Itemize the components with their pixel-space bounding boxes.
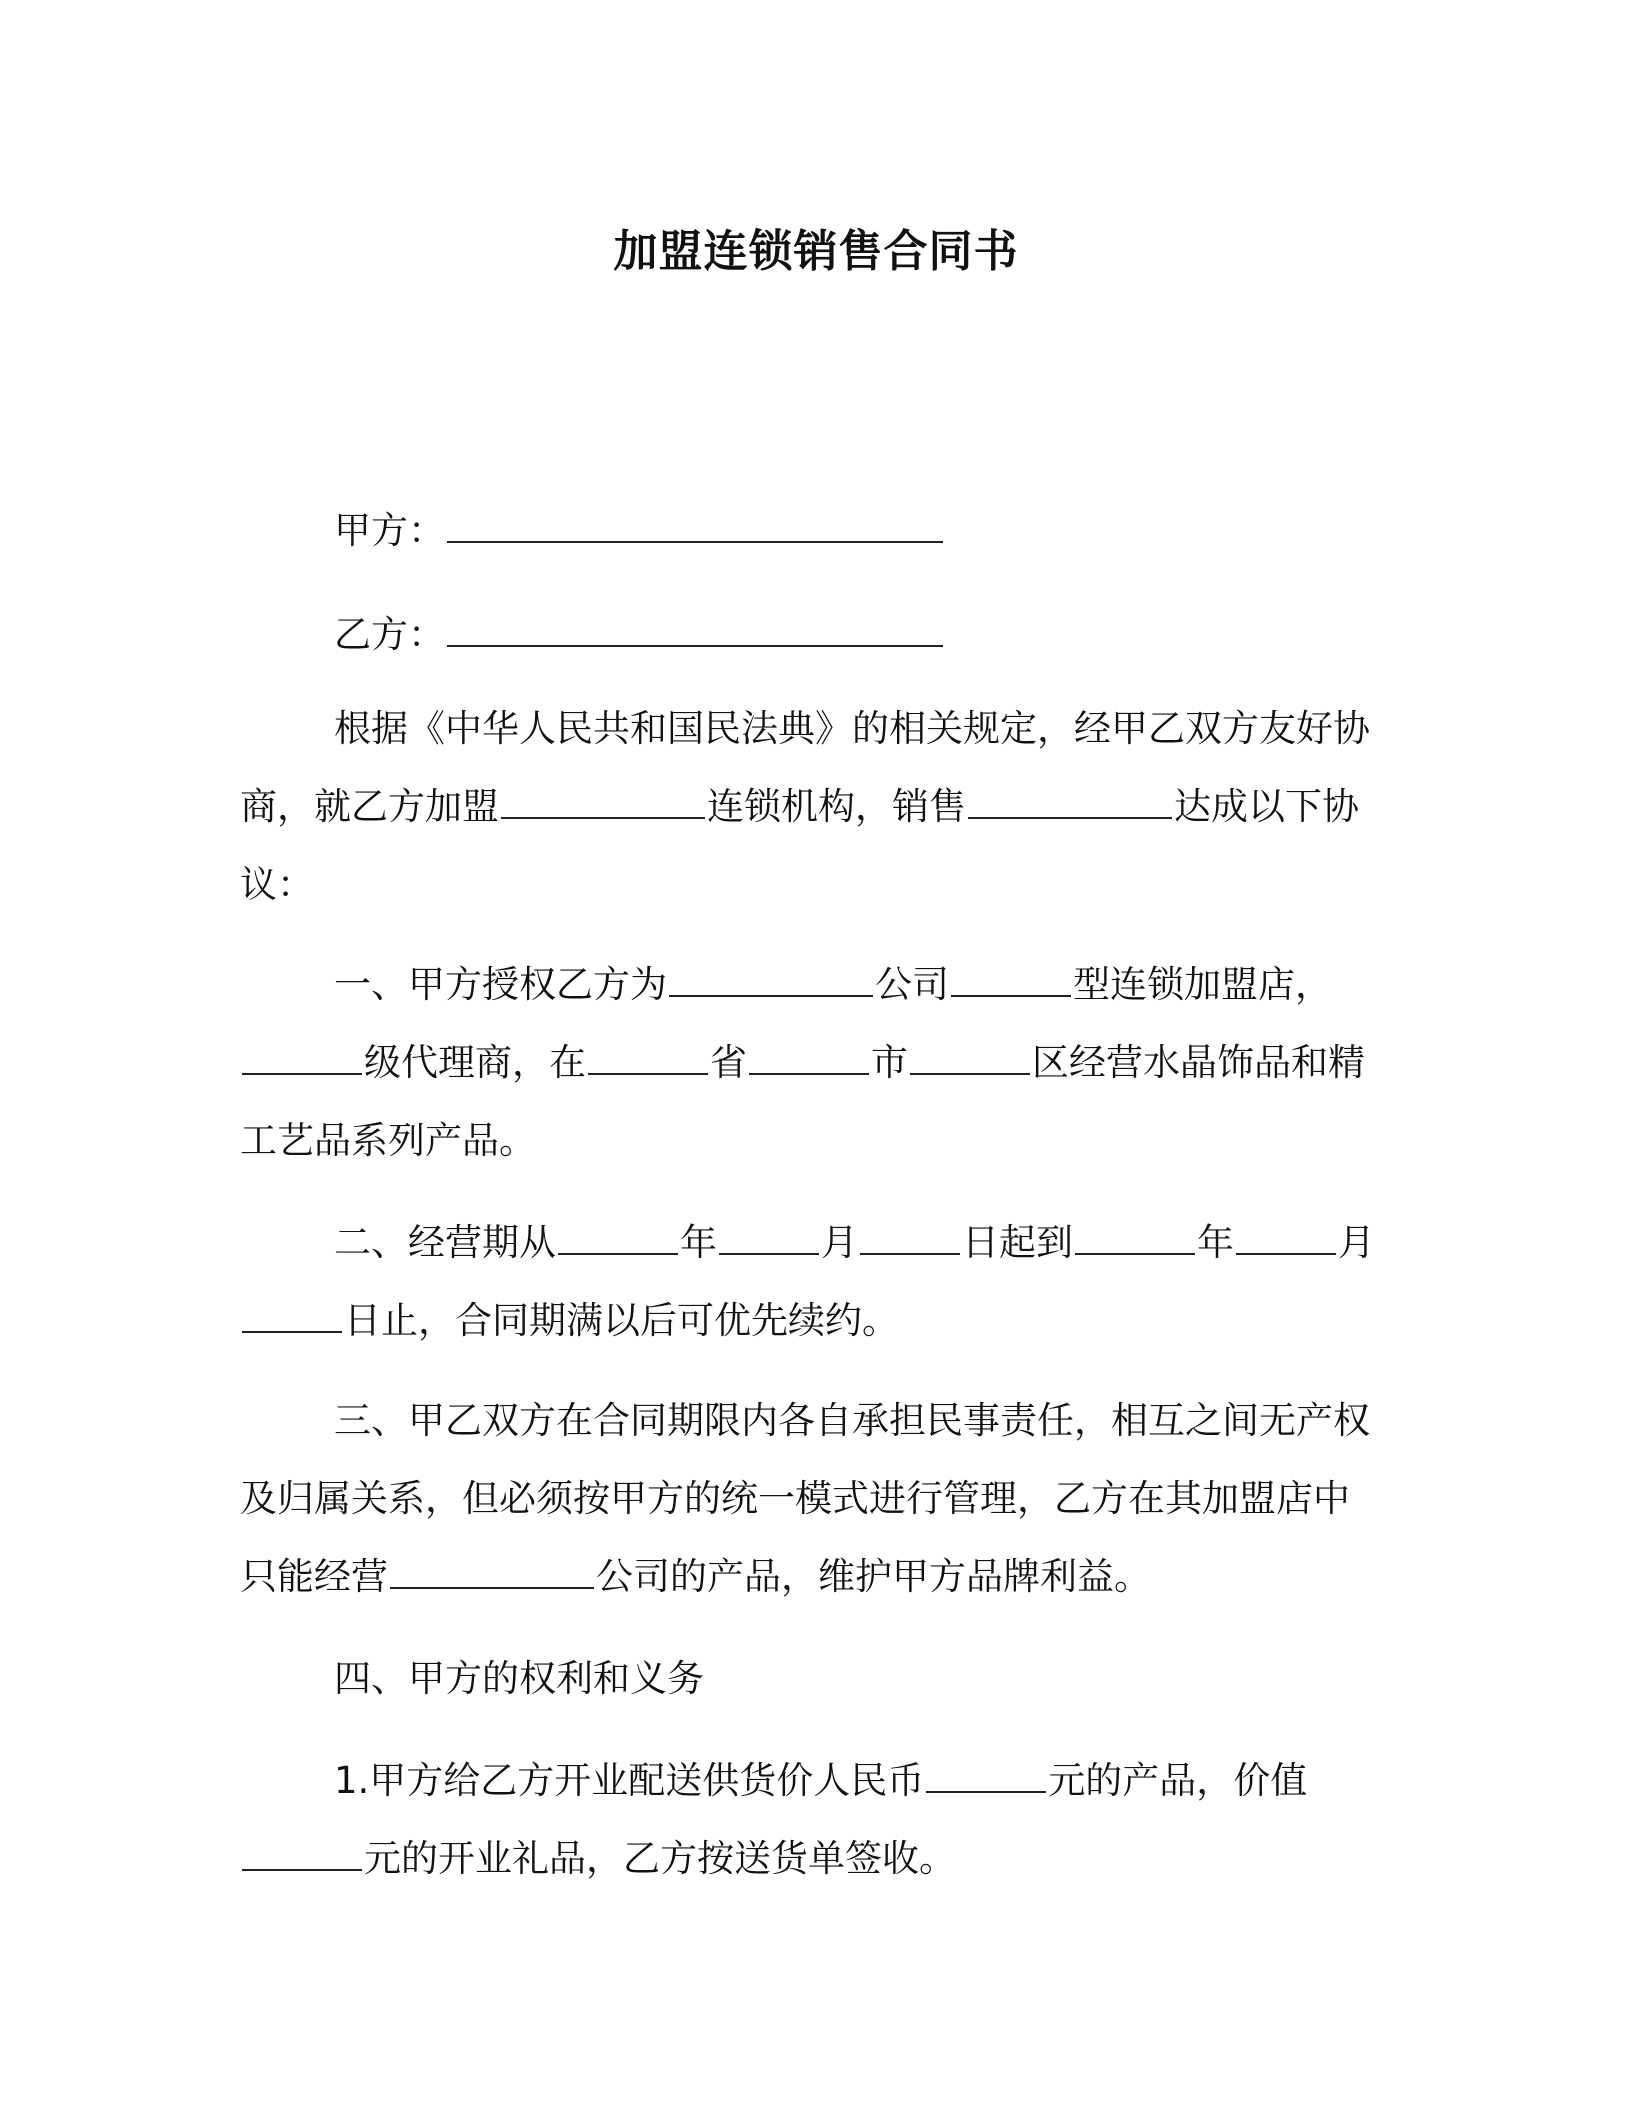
clause-3 <box>240 1382 1380 1616</box>
clause2-blank-end-year <box>1075 1252 1195 1255</box>
intro-paragraph <box>240 690 1380 924</box>
intro-text-2: 连锁机构，销售 <box>707 785 966 828</box>
clause1-blank-province <box>588 1072 708 1075</box>
intro-text-3: 达成以下协议： <box>240 785 1359 906</box>
clause4-1-text-a: 1.甲方给乙方开业配送供货价人民币 <box>334 1759 925 1802</box>
clause1-text-b: 公司 <box>875 963 949 1006</box>
clause1-text-a: 一、甲方授权乙方为 <box>334 963 667 1006</box>
clause2-blank-start-month <box>719 1252 819 1255</box>
clause2-blank-end-day <box>242 1330 342 1333</box>
clause4-1-text-c: 元的开业礼品，乙方按送货单签收。 <box>364 1837 956 1880</box>
clause1-blank-company <box>669 994 873 997</box>
party-b-blank <box>447 644 943 647</box>
clause1-text-f: 市 <box>871 1041 908 1084</box>
clause2-text-a: 二、经营期从 <box>334 1221 556 1264</box>
document-title: 加盟连锁销售合同书 <box>613 226 1019 277</box>
intro-blank-1 <box>501 816 705 819</box>
party-b-line <box>240 596 1380 674</box>
clause-4-heading: 四、甲方的权利和义务 <box>334 1657 704 1700</box>
intro-blank-2 <box>968 816 1172 819</box>
clause4-1-blank-gift <box>242 1868 362 1871</box>
clause-1 <box>240 946 1380 1180</box>
clause-2 <box>240 1204 1380 1360</box>
clause1-blank-type <box>951 994 1071 997</box>
clause1-blank-city <box>749 1072 869 1075</box>
clause1-blank-district <box>910 1072 1030 1075</box>
clause2-blank-start-year <box>558 1252 678 1255</box>
party-a-line <box>240 492 1380 570</box>
clause1-text-c: 型连锁加盟店， <box>1073 963 1332 1006</box>
clause2-text-f: 月 <box>1338 1221 1375 1264</box>
clause1-blank-level <box>242 1072 362 1075</box>
clause2-text-e: 年 <box>1197 1221 1234 1264</box>
clause4-1-blank-price <box>926 1790 1046 1793</box>
clause2-text-d: 日起到 <box>962 1221 1073 1264</box>
clause2-text-b: 年 <box>680 1221 717 1264</box>
clause3-text-a: 三、甲乙双方在合同期限内各自承担民事责任，相互之间无产权及归属关系，但必须按甲方的统一模式进行管理，乙方在其加盟店中只能经营 <box>240 1399 1370 1598</box>
clause1-text-e: 省 <box>710 1041 747 1084</box>
clause1-text-g: 区经营水晶饰品和精工艺品系列产品。 <box>240 1041 1365 1162</box>
clause2-blank-start-day <box>860 1252 960 1255</box>
clause3-text-b: 公司的产品，维护甲方品牌利益。 <box>596 1555 1151 1598</box>
intro-text-1: 根据《中华人民共和国民法典》的相关规定，经甲乙双方友好协商，就乙方加盟 <box>240 707 1370 828</box>
clause2-blank-end-month <box>1236 1252 1336 1255</box>
clause2-text-g: 日止，合同期满以后可优先续约。 <box>344 1299 899 1342</box>
party-a-label: 甲方： <box>334 509 445 552</box>
party-a-blank <box>447 540 943 543</box>
clause-4-1 <box>240 1742 1380 1898</box>
clause4-1-text-b: 元的产品，价值 <box>1048 1759 1308 1802</box>
clause3-blank-company <box>390 1586 594 1589</box>
clause2-text-c: 月 <box>821 1221 858 1264</box>
party-b-label: 乙方： <box>334 613 445 656</box>
clause1-text-d: 级代理商，在 <box>364 1041 586 1084</box>
